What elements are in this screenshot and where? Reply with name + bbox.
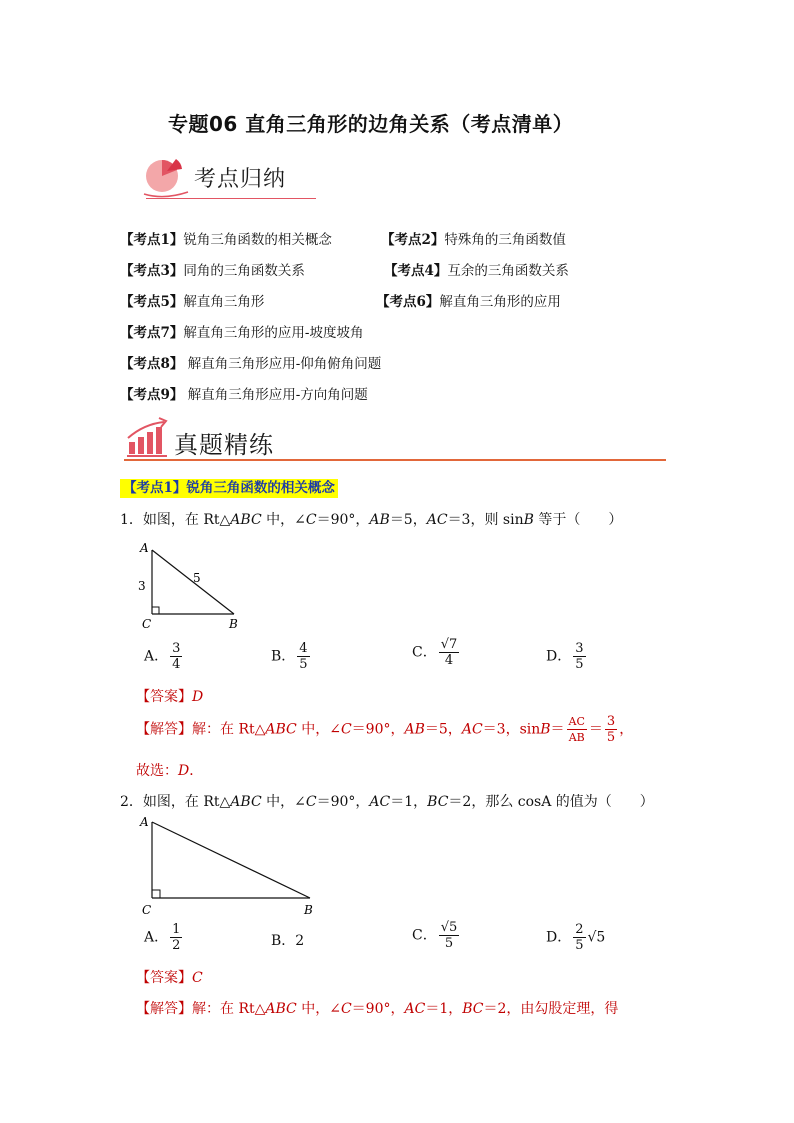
section-label-zhenti: 真题精练 [174, 431, 274, 459]
q1-option-d: D． $\frac{3}{5}$ [546, 641, 584, 672]
kaodian-item-1: 【考点1】锐角三角函数的相关概念 [120, 232, 332, 248]
kaodian-item-3: 【考点3】同角的三角函数关系 [120, 263, 305, 279]
q1-option-b: B． $\frac{4}{5}$ [271, 641, 308, 672]
page-title: 专题06 直角三角形的边角关系（考点清单） [168, 112, 574, 136]
kaodian-item-7: 【考点7】解直角三角形的应用-坡度坡角 [120, 325, 364, 341]
q1-solution: 【解答】解：在 Rt△ABC 中，∠C＝90°，AB＝5，AC＝3，sinB＝ $\frac{AC}{AB}$ ＝ $\frac{3}{5}$ ， [136, 714, 634, 745]
topic-heading: 【考点1】锐角三角函数的相关概念 [120, 476, 338, 496]
vertex-a-label: A [140, 541, 149, 555]
vertex-a-label: A [140, 815, 149, 829]
kaodian-item-8: 【考点8】 解直角三角形应用-仰角俯角问题 [120, 356, 382, 372]
q2-solution: 【解答】解：在 Rt△ABC 中，∠C＝90°，AC＝1，BC＝2，由勾股定理，得 [136, 1001, 619, 1017]
bar-chart-growth-icon [126, 416, 172, 458]
question-1-stem: 1．如图，在 Rt△ABC 中，∠C＝90°，AB＝5，AC＝3，则 sinB 等于（ ） [120, 512, 623, 528]
kaodian-item-5: 【考点5】解直角三角形 [120, 294, 265, 310]
vertex-c-label: C [142, 617, 152, 631]
kaodian-item-4: 【考点4】互余的三角函数关系 [384, 263, 569, 279]
q1-option-a: A． $\frac{3}{4}$ [144, 641, 181, 672]
triangle-figure-2 [132, 812, 328, 920]
section-underline [146, 198, 316, 199]
q1-choose: 故选：D． [136, 763, 204, 779]
kaodian-item-2: 【考点2】特殊角的三角函数值 [381, 232, 566, 248]
q2-option-c: C． $\frac{√5}{5}$ [412, 920, 458, 951]
q1-answer: 【答案】D [136, 689, 204, 705]
pie-chart-icon [140, 150, 192, 200]
q2-option-b: B．2 [271, 933, 305, 949]
triangle-figure-1 [132, 538, 252, 634]
q2-option-a: A． $\frac{1}{2}$ [144, 922, 181, 953]
kaodian-item-6: 【考点6】解直角三角形的应用 [376, 294, 561, 310]
vertex-b-label: B [229, 617, 238, 631]
section-rule [124, 459, 666, 461]
q2-answer: 【答案】C [136, 970, 203, 986]
kaodian-item-9: 【考点9】 解直角三角形应用-方向角问题 [120, 387, 368, 403]
q1-option-c: C． $\frac{√7}{4}$ [412, 637, 458, 668]
q2-option-d: D． $\frac{2}{5}$ √5 [546, 922, 606, 953]
side-ac-label: 3 [138, 579, 146, 593]
vertex-c-label: C [142, 903, 152, 917]
section-label-kaodian: 考点归纳 [194, 167, 287, 192]
vertex-b-label: B [304, 903, 313, 917]
question-2-stem: 2．如图，在 Rt△ABC 中，∠C＝90°，AC＝1，BC＝2，那么 cosA 的值为（ ） [120, 794, 654, 810]
side-ab-label: 5 [193, 571, 201, 585]
